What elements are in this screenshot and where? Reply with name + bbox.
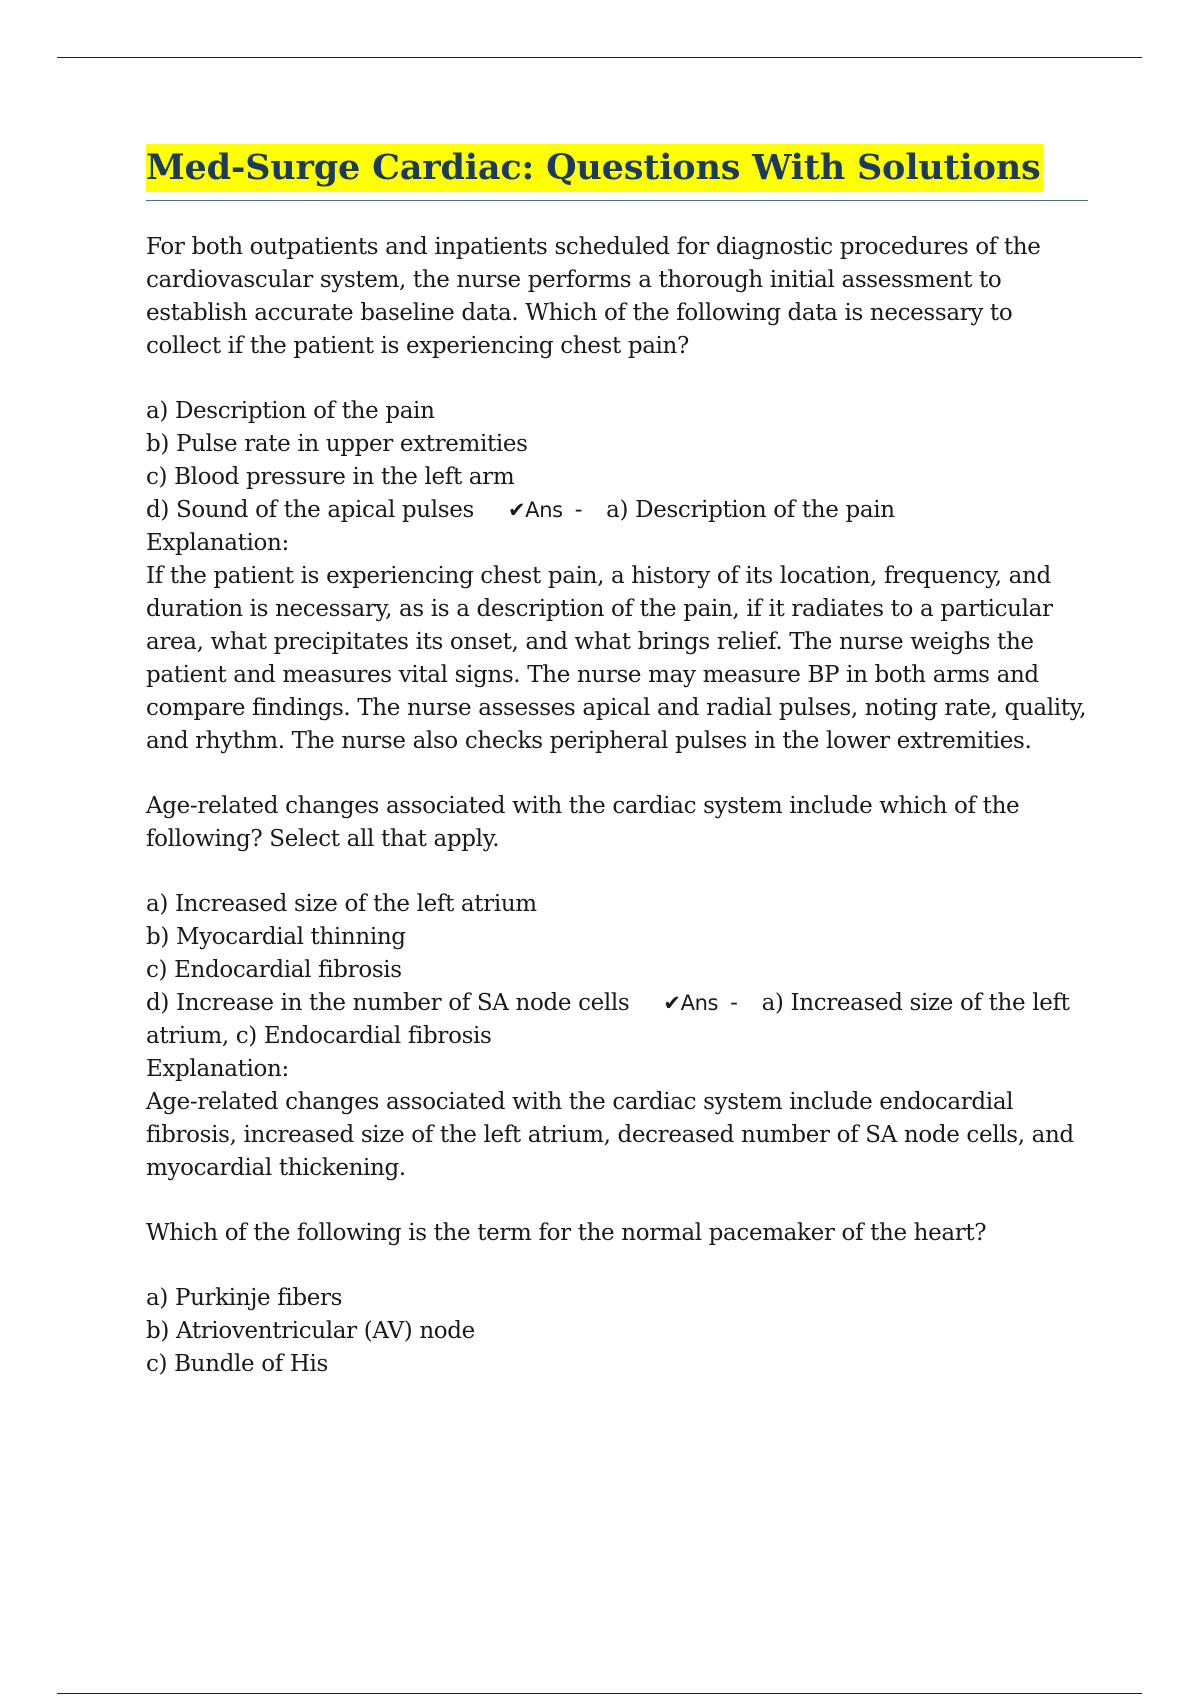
question-3-option-c: c) Bundle of His (146, 1351, 328, 1377)
document-title: Med-Surge Cardiac: Questions With Solutions (146, 144, 1043, 192)
question-2-answer: a) Increased size of the left atrium, c) Endocardial fibrosis (146, 990, 1070, 1049)
question-3-stem: Which of the following is the term for the normal pacemaker of the heart? (146, 1220, 987, 1246)
question-2-option-a: a) Increased size of the left atrium (146, 891, 537, 917)
title-block (146, 144, 1088, 201)
question-1-answer: a) Description of the pain (606, 497, 895, 523)
question-3-option-a: a) Purkinje fibers (146, 1285, 343, 1311)
question-1-answer-marker: ✔Ans (507, 498, 563, 522)
question-2-option-d-line (146, 987, 1088, 1053)
question-2-answer-dash: - (730, 990, 738, 1016)
question-2-explanation: Age-related changes associated with the cardiac system include endocardial fibrosis, increased size of the left atrium, decreased number of SA node cells, and myocardial thickening. (146, 1089, 1074, 1181)
question-1-option-d: d) Sound of the apical pulses (146, 497, 474, 523)
question-3-option-b: b) Atrioventricular (AV) node (146, 1318, 475, 1344)
question-1-option-d-line (146, 494, 1088, 527)
question-1-explanation: If the patient is experiencing chest pain, a history of its location, frequency, and duration is necessary, as is a description of the pain, if it radiates to a particular area, what precipitates its onset, and what brings relief. The nurse weighs the patient and measures vital signs. The nurse may measure BP in both arms and compare findings. The nurse assesses apical and radial pulses, noting rate, quality, and rhythm. The nurse also checks peripheral pulses in the lower extremities. (146, 563, 1087, 754)
question-2-answer-marker: ✔Ans (663, 991, 719, 1015)
question-1-option-c: c) Blood pressure in the left arm (146, 464, 515, 490)
question-3 (146, 1217, 1088, 1381)
question-2-explanation-label: Explanation: (146, 1056, 289, 1082)
document-page (146, 144, 1088, 1381)
question-2-option-c: c) Endocardial fibrosis (146, 957, 402, 983)
question-1-option-a: a) Description of the pain (146, 398, 435, 424)
top-rule (57, 57, 1142, 58)
question-2-option-d: d) Increase in the number of SA node cells (146, 990, 630, 1016)
question-1-explanation-label: Explanation: (146, 530, 289, 556)
question-1-answer-dash: - (574, 497, 583, 523)
question-2-stem: Age-related changes associated with the cardiac system include which of the following? Select all that apply. (146, 793, 1020, 852)
question-1 (146, 231, 1088, 758)
question-1-option-b: b) Pulse rate in upper extremities (146, 431, 528, 457)
question-1-stem: For both outpatients and inpatients scheduled for diagnostic procedures of the cardiovascular system, the nurse performs a thorough initial assessment to establish accurate baseline data. Which of the following data is necessary to collect if the patient is experiencing chest pain? (146, 234, 1041, 359)
question-2-option-b: b) Myocardial thinning (146, 924, 406, 950)
bottom-rule (57, 1693, 1142, 1694)
question-2 (146, 790, 1088, 1185)
